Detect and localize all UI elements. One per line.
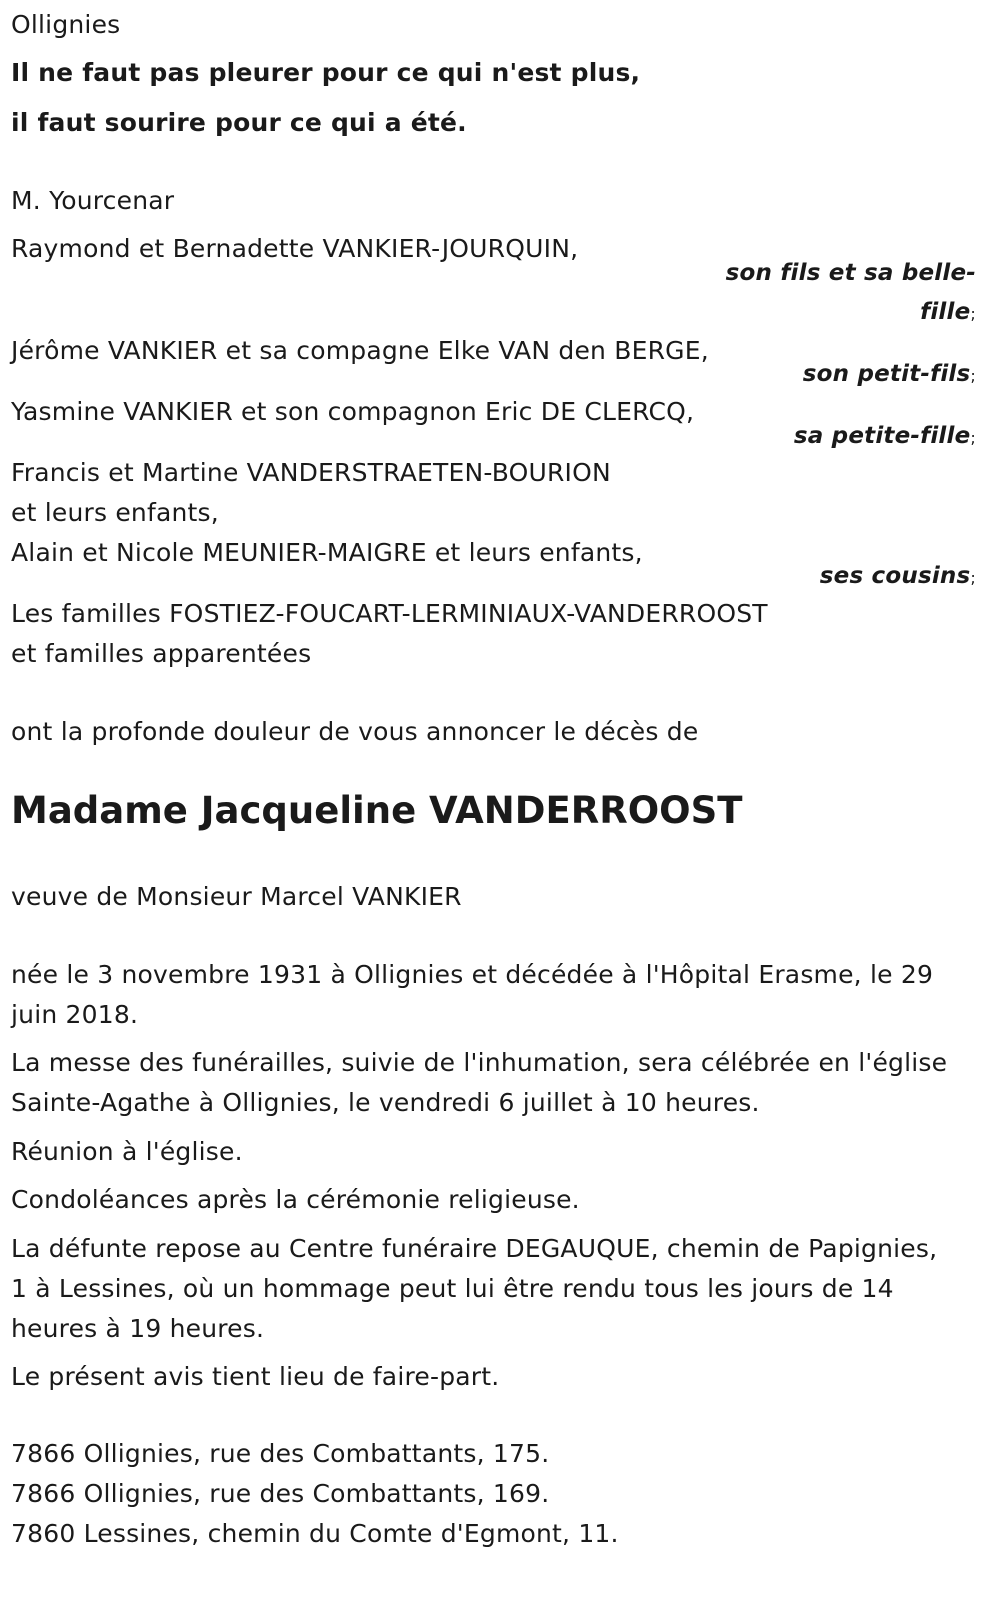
funeral-line-2: Sainte-Agathe à Ollignies, le vendredi 6 juillet à 10 heures. [11, 1088, 760, 1117]
role-text: sa petite-fille [793, 423, 971, 449]
family-grandson: Jérôme VANKIER et sa compagne Elke VAN den BERGE, [11, 336, 709, 365]
family-son-role-line-2 [920, 297, 976, 329]
quote-author: M. Yourcenar [11, 186, 175, 215]
resting-line-3: heures à 19 heures. [11, 1314, 265, 1343]
family-cousins-line-2: et leurs enfants, [11, 498, 219, 527]
announcement-intro: ont la profonde douleur de vous annoncer le décès de [11, 717, 699, 746]
funeral-line-1: La messe des funérailles, suivie de l'inhumation, sera célébrée en l'église [11, 1048, 948, 1077]
place-name: Ollignies [11, 10, 121, 39]
address-line-3: 7860 Lessines, chemin du Comte d'Egmont, 11. [11, 1519, 619, 1548]
quote-line-1: Il ne faut pas pleurer pour ce qui n'est plus, [11, 58, 641, 87]
role-separator: ; [970, 304, 976, 323]
address-line-1: 7866 Ollignies, rue des Combattants, 175. [11, 1439, 550, 1468]
gathering-line: Réunion à l'église. [11, 1137, 243, 1166]
role-text: son petit-fils [802, 361, 971, 387]
role-text: ses cousins [819, 563, 971, 589]
notice-line: Le présent avis tient lieu de faire-part. [11, 1362, 500, 1391]
family-granddaughter-role [794, 421, 976, 453]
role-separator: ; [970, 428, 976, 447]
family-son: Raymond et Bernadette VANKIER-JOURQUIN, [11, 234, 579, 263]
family-cousins-line-3: Alain et Nicole MEUNIER-MAIGRE et leurs enfants, [11, 538, 643, 567]
birth-death-line-1: née le 3 novembre 1931 à Ollignies et décédée à l'Hôpital Erasme, le 29 [11, 960, 934, 989]
resting-line-1: La défunte repose au Centre funéraire DEGAUQUE, chemin de Papignies, [11, 1234, 938, 1263]
family-granddaughter: Yasmine VANKIER et son compagnon Eric DE CLERCQ, [11, 397, 695, 426]
role-text: fille [920, 299, 971, 325]
family-cousins-role [820, 561, 976, 593]
family-son-role-line-1: son fils et sa belle- [725, 260, 976, 286]
deceased-name: Madame Jacqueline VANDERROOST [11, 789, 743, 832]
condolences-line: Condoléances après la cérémonie religieuse. [11, 1185, 580, 1214]
address-line-2: 7866 Ollignies, rue des Combattants, 169. [11, 1479, 550, 1508]
spouse-line: veuve de Monsieur Marcel VANKIER [11, 882, 462, 911]
role-separator: ; [970, 568, 976, 587]
role-separator: ; [970, 366, 976, 385]
family-grandson-role [803, 359, 976, 391]
families-line-2: et familles apparentées [11, 639, 312, 668]
quote-line-2: il faut sourire pour ce qui a été. [11, 108, 467, 137]
resting-line-2: 1 à Lessines, où un hommage peut lui être rendu tous les jours de 14 [11, 1274, 894, 1303]
families-line-1: Les familles FOSTIEZ-FOUCART-LERMINIAUX-VANDERROOST [11, 599, 768, 628]
family-cousins-line-1: Francis et Martine VANDERSTRAETEN-BOURION [11, 458, 611, 487]
birth-death-line-2: juin 2018. [11, 1000, 139, 1029]
